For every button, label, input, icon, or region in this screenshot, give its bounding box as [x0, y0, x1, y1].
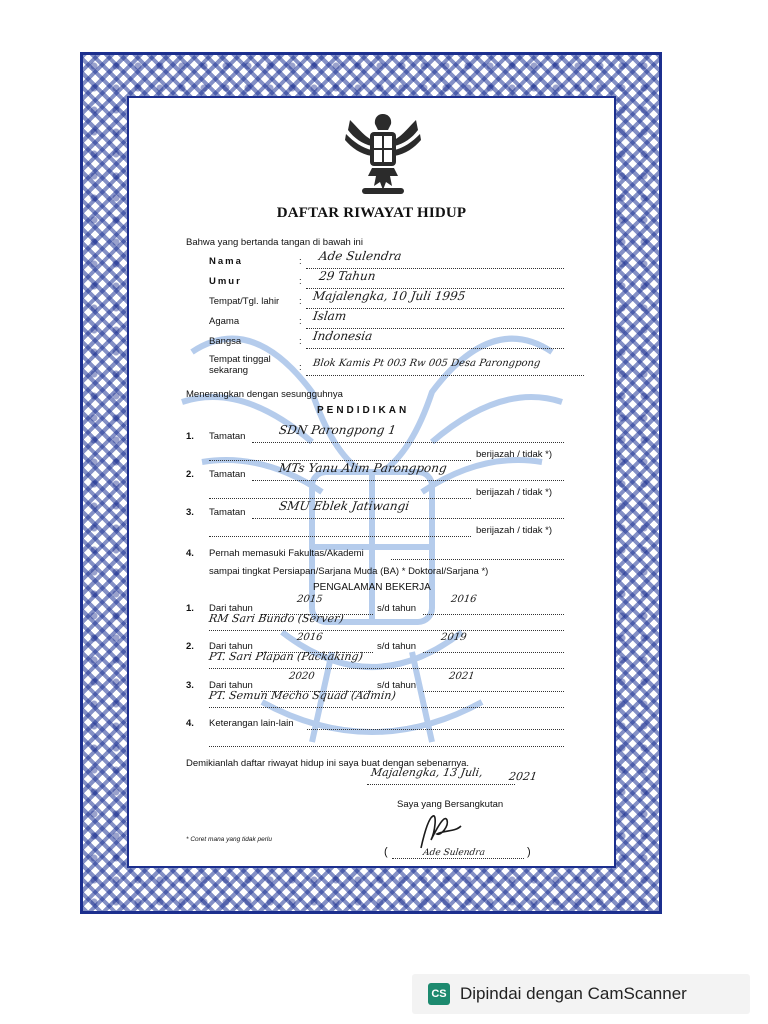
- edu-3-value: SMU Eblek Jatiwangi: [278, 499, 411, 513]
- edu-1-value: SDN Parongpong 1: [278, 423, 397, 437]
- signer-name-line: [392, 858, 524, 859]
- work-3-to-label: s/d tahun: [377, 680, 417, 691]
- address-value: Blok Kamis Pt 003 Rw 005 Desa Parongpong: [312, 358, 542, 369]
- edu-1-num: 1.: [186, 431, 194, 442]
- edu-1-suffix: berijazah / tidak *): [476, 449, 553, 460]
- address-label: Tempat tinggal: [209, 354, 271, 365]
- signer-label: Saya yang Bersangkutan: [397, 799, 504, 810]
- religion-label: Agama: [209, 316, 240, 327]
- work-1-to-line: [423, 614, 564, 615]
- work-2-place-line: [209, 668, 564, 669]
- work-1-place-line: [209, 630, 564, 631]
- edu-3-label: Tamatan: [209, 507, 246, 518]
- work-2-to-label: s/d tahun: [377, 641, 417, 652]
- garuda-emblem-icon: [342, 110, 424, 196]
- birth-label: Tempat/Tgl. lahir: [209, 296, 280, 307]
- sign-year: 2021: [508, 770, 538, 783]
- item-4-line-2: sampai tingkat Persiapan/Sarjana Muda (BA) * Doktoral/Sarjana *): [209, 566, 489, 577]
- edu-1-label: Tamatan: [209, 431, 246, 442]
- work-1-to: 2016: [450, 594, 478, 605]
- work-heading: PENGALAMAN BEKERJA: [313, 582, 431, 593]
- education-heading: PENDIDIKAN: [317, 405, 410, 416]
- edu-1-line: [252, 442, 564, 443]
- age-value: 29 Tahun: [318, 269, 377, 283]
- document-title: DAFTAR RIWAYAT HIDUP: [276, 205, 467, 221]
- place-date: Majalengka, 13 Juli,: [370, 766, 484, 779]
- work-3-to: 2021: [448, 671, 476, 682]
- item-4-line: [391, 559, 564, 560]
- item-4-num: 4.: [186, 548, 194, 559]
- work-1-num: 1.: [186, 603, 194, 614]
- work-3-place: PT. Semun Mecho Squad (Admin): [208, 689, 397, 702]
- edu-3-suffix: berijazah / tidak *): [476, 525, 553, 536]
- place-date-line: [367, 784, 515, 785]
- edu-3-num: 3.: [186, 507, 194, 518]
- work-2-from: 2016: [296, 632, 324, 643]
- work-2-to: 2019: [440, 632, 468, 643]
- nation-value: Indonesia: [312, 329, 374, 343]
- work-1-from: 2015: [296, 594, 324, 605]
- paren-open: (: [384, 846, 388, 858]
- name-value: Ade Sulendra: [318, 249, 403, 263]
- camscanner-badge: [412, 974, 750, 1014]
- form-paper: DAFTAR RIWAYAT HIDUP Bahwa yang bertanda tangan di bawah ini Nama : Ade Sulendra Umur : 29 Tahun Tempat/Tgl. lahir : Majalengka, 10 Juli 1995 Agama : Islam Bangsa : Indonesia Tempat tinggal sekarang : Blok Kamis Pt 003 Rw 005 Desa Parongpong Menerangkan dengan sesungguhnya PENDIDIKAN 1. Tamatan SDN Parongpong 1 berijazah / tidak *) 2. Tamatan MTs Yanu Alim Parongpong berijazah / tidak *) 3. Tamatan SMU Eblek Jatiwangi berijazah / tidak *) 4. Pernah memasuki Fakultas/Akademi sampai tingkat Persiapan/Sarjana Muda (BA) * Doktoral/Sarjana *) PENGALAMAN BEKERJA 1. Dari tahun 2015 s/d tahun 2016 RM Sari Bundo (Server) 2. Dari tahun 2016 s/d tahun 2019 PT. Sari Plapan (Packaking) 3. Dari tahun 2020 s/d tahun 2021 PT. Semun Mecho Squad (Admin) 4. Keterangan lain-lain Demikianlah daftar riwayat hidup ini saya buat dengan sebenarnya. Majalengka, 13 Juli, 2021 Saya yang Bersangkutan ( Ade Sulendra ) * Coret mana yang tidak perlu: [127, 96, 616, 868]
- edu-2-label: Tamatan: [209, 469, 246, 480]
- paren-close: ): [527, 846, 531, 858]
- closing-text: Demikianlah daftar riwayat hidup ini saya buat dengan sebenarnya.: [186, 758, 470, 769]
- work-2-to-line: [423, 652, 564, 653]
- work-2-place: PT. Sari Plapan (Packaking): [208, 650, 364, 663]
- notes-line: [307, 729, 564, 730]
- notes-line-2: [209, 746, 564, 747]
- edu-2-suffix: berijazah / tidak *): [476, 487, 553, 498]
- name-label: Nama: [209, 256, 243, 267]
- work-3-to-line: [423, 691, 564, 692]
- age-label: Umur: [209, 276, 242, 287]
- camscanner-text: Dipindai dengan CamScanner: [460, 984, 687, 1003]
- birth-value: Majalengka, 10 Juli 1995: [312, 289, 467, 303]
- edu-2-value: MTs Yanu Alim Parongpong: [278, 461, 448, 475]
- statement-text: Menerangkan dengan sesungguhnya: [186, 389, 343, 400]
- work-3-from-label: Dari tahun: [209, 680, 253, 691]
- work-1-place: RM Sari Bundo (Server): [208, 612, 345, 625]
- edu-3-line: [252, 518, 564, 519]
- work-2-from-label: Dari tahun: [209, 641, 253, 652]
- work-1-from-label: Dari tahun: [209, 603, 253, 614]
- camscanner-logo-icon: CS: [428, 983, 450, 1005]
- work-2-num: 2.: [186, 641, 194, 652]
- notes-num: 4.: [186, 718, 194, 729]
- signer-name: Ade Sulendra: [422, 848, 486, 858]
- work-3-from: 2020: [288, 671, 316, 682]
- intro-text: Bahwa yang bertanda tangan di bawah ini: [186, 237, 363, 248]
- edu-3-line-2: [209, 536, 471, 537]
- work-3-place-line: [209, 707, 564, 708]
- item-4-line-1: Pernah memasuki Fakultas/Akademi: [209, 548, 364, 559]
- address-label-2: sekarang: [209, 365, 249, 376]
- edu-2-line: [252, 480, 564, 481]
- notes-label: Keterangan lain-lain: [209, 718, 294, 729]
- work-1-to-label: s/d tahun: [377, 603, 417, 614]
- nation-line: [306, 348, 564, 349]
- address-line: [306, 375, 584, 376]
- footnote: * Coret mana yang tidak perlu: [186, 836, 272, 843]
- edu-2-num: 2.: [186, 469, 194, 480]
- religion-value: Islam: [312, 309, 348, 323]
- nation-label: Bangsa: [209, 336, 242, 347]
- work-3-num: 3.: [186, 680, 194, 691]
